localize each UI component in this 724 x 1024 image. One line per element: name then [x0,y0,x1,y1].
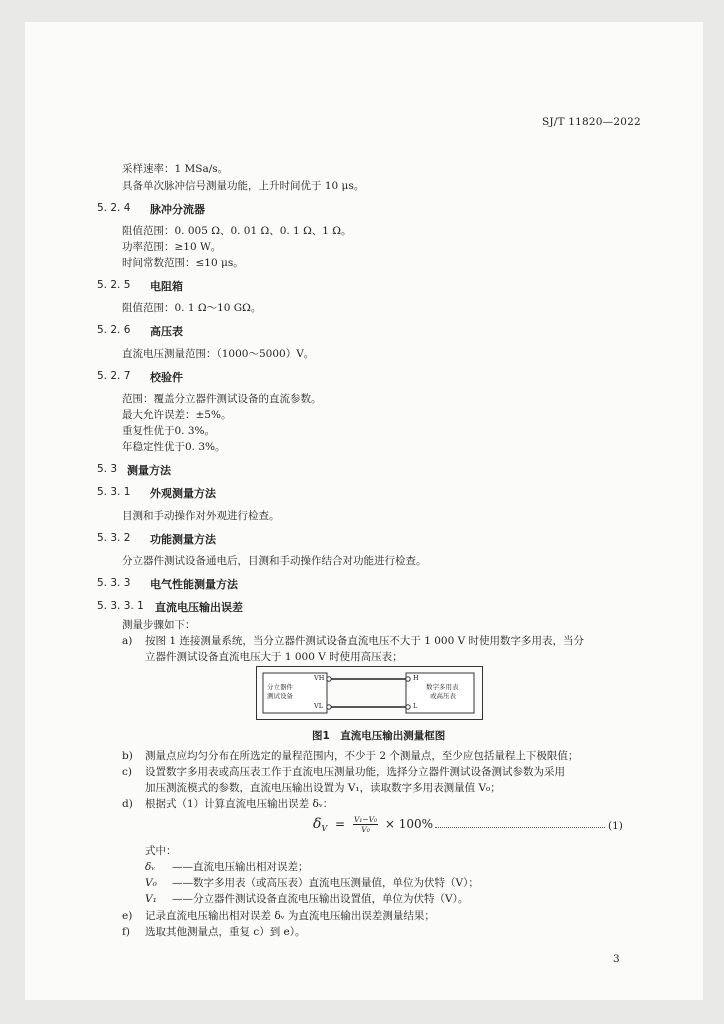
terminal-l-icon [406,705,410,709]
formula-numerator: V₁−V₀ [353,815,378,824]
spec-line: 直流电压测量范围：（1000～5000）V。 [122,348,315,360]
step-text: 立器件测试设备直流电压大于 1 000 V 时使用高压表； [145,651,403,663]
section-title: 外观测量方法 [150,487,216,500]
formula-leader-dots [435,827,605,828]
formula-lhs-sub: V [321,824,328,833]
figure-caption: 图1 直流电压输出测量框图 [312,730,446,742]
standard-code: SJ/T 11820—2022 [542,116,641,128]
section-number: 5. 2. 6 [97,324,131,336]
formula-fraction [353,815,378,834]
section-title: 高压表 [150,325,183,338]
formula [313,815,433,834]
section-title: 电阻箱 [150,280,183,293]
section-number: 5. 3. 2 [97,532,131,544]
spec-line: 功率范围：≥10 W。 [122,241,222,253]
section-number: 5. 2. 7 [97,370,131,382]
right-box-label: 或高压表 [430,692,456,700]
terminal-h-icon [406,677,410,681]
terminal-label: VH [314,674,325,682]
definition-text: ——直流电压输出相对误差； [172,861,309,873]
left-box-label: 测试设备 [267,692,293,700]
terminal-label: L [413,702,418,710]
definition-symbol: δᵥ [145,861,156,873]
definition-text: ——数字多用表（或高压表）直流电压测量值，单位为伏特（V）； [172,877,479,889]
intro-line: 具备单次脉冲信号测量功能，上升时间优于 10 μs。 [122,180,365,192]
section-title: 直流电压输出误差 [155,601,243,614]
step-text: 记录直流电压输出相对误差 δᵥ 为直流电压输出误差测量结果； [145,910,435,922]
step-text: 根据式（1）计算直流电压输出误差 δᵥ： [145,798,334,810]
step-marker: e) [122,910,133,922]
figure-frame [256,666,483,720]
spec-line: 阻值范围：0. 1 Ω～10 GΩ。 [122,302,262,314]
step-text: 测量点应均匀分布在所选定的量程范围内，不少于 2 个测量点，至少应包括量程上下极限值； [145,750,579,762]
definition-text: ——分立器件测试设备直流电压输出设置值，单位为伏特（V）。 [172,893,469,905]
step-marker: c) [122,766,132,778]
step-text: 选取其他测量点，重复 c）到 e）。 [145,926,306,938]
formula-lhs: δ [313,816,322,832]
page-number: 3 [613,953,620,965]
left-box-label: 分立器件 [267,683,293,691]
step-text: 加压测流模式的参数，直流电压输出设置为 V₁，读取数字多用表测量值 V₀； [145,782,501,794]
definition-symbol: V₁ [145,893,157,905]
spec-line: 分立器件测试设备通电后，目测和手动操作结合对功能进行检查。 [122,555,427,567]
intro-line: 采样速率：1 MSa/s。 [122,163,229,175]
section-title: 功能测量方法 [150,533,216,546]
terminal-vl-icon [327,705,331,709]
where-label: 式中： [145,845,177,857]
formula-rhs: × 100% [384,817,434,831]
section-title: 电气性能测量方法 [150,578,238,591]
section-title: 测量方法 [127,464,171,477]
step-marker: f) [122,926,130,938]
spec-line: 最大允许误差：±5%。 [122,409,232,421]
section-number: 5. 3. 3 [97,577,131,589]
step-text: 按图 1 连接测量系统，当分立器件测试设备直流电压不大于 1 000 V 时使用数字多用表，当分 [145,635,585,647]
formula-equals: = [335,817,346,831]
spec-line: 目测和手动操作对外观进行检查。 [122,510,280,522]
terminal-vh-icon [327,677,331,681]
section-number: 5. 3. 3. 1 [97,600,144,612]
spec-line: 范围：覆盖分立器件测试设备的直流参数。 [122,393,322,405]
terminal-label: VL [314,702,324,710]
formula-number: (1) [608,820,623,832]
right-box-label: 数字多用表 [426,683,459,691]
spec-line: 阻值范围：0. 005 Ω、0. 01 Ω、0. 1 Ω、1 Ω。 [122,225,352,237]
step-text: 设置数字多用表或高压表工作于直流电压测量功能，选择分立器件测试设备测试参数为采用 [145,766,565,778]
section-number: 5. 3. 1 [97,486,131,498]
steps-intro: 测量步骤如下： [122,619,196,631]
step-marker: b) [122,750,133,762]
spec-line: 时间常数范围：≤10 μs。 [122,257,244,269]
formula-denominator: V₀ [361,825,370,834]
spec-line: 年稳定性优于0. 3%。 [122,441,226,453]
section-title: 脉冲分流器 [150,203,205,216]
definition-symbol: V₀ [145,877,157,889]
terminal-label: H [413,674,419,682]
step-marker: d) [122,798,133,810]
section-number: 5. 2. 4 [97,202,131,214]
spec-line: 重复性优于0. 3%。 [122,425,216,437]
section-number: 5. 3 [97,463,118,475]
step-marker: a) [122,635,133,647]
section-number: 5. 2. 5 [97,279,131,291]
document-page [25,22,703,1000]
section-title: 校验件 [150,371,183,384]
